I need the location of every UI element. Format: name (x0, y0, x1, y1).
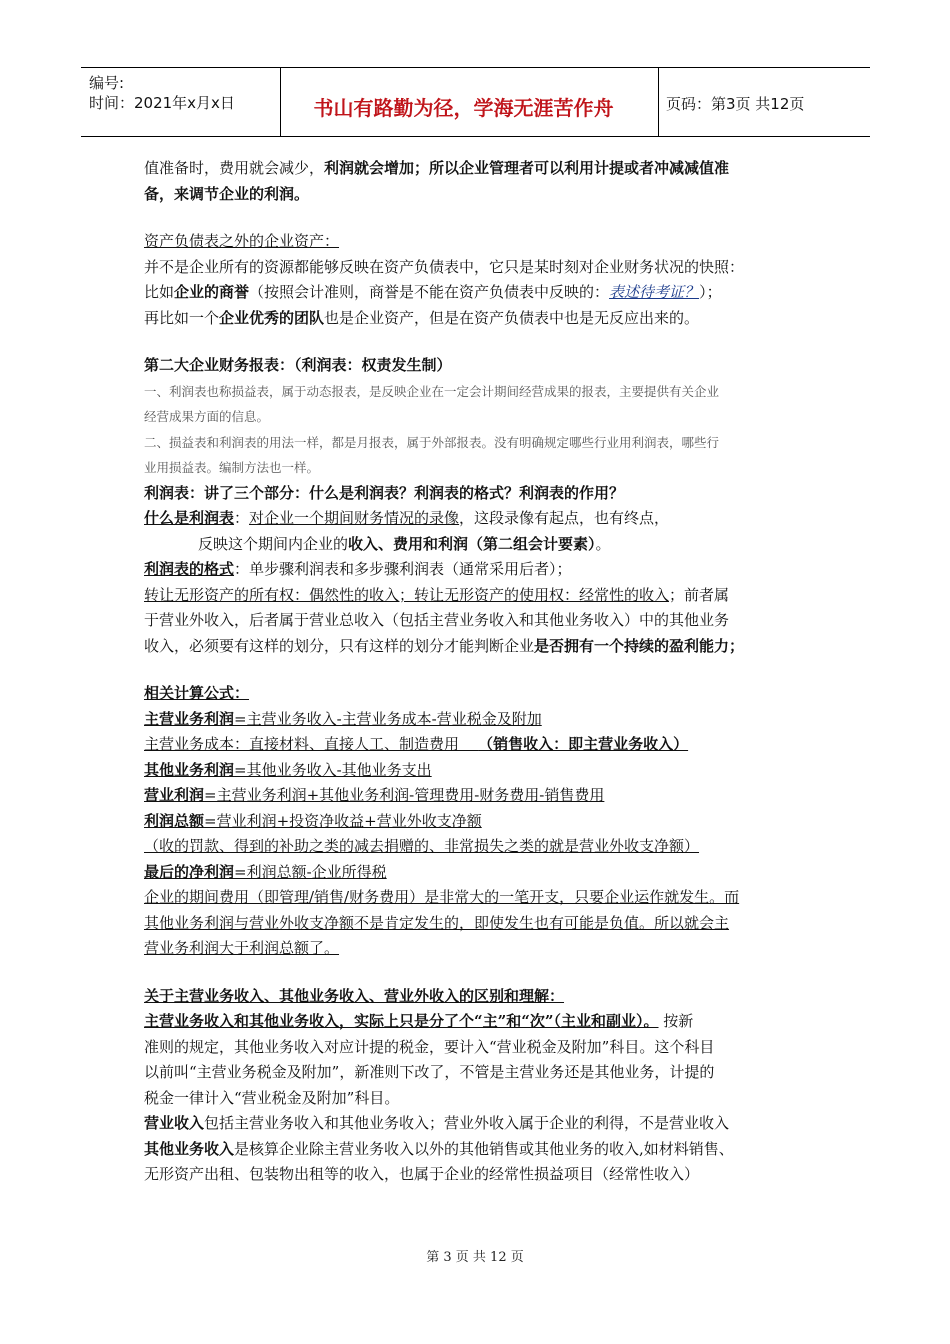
page-footer: 第 3 页 共 12 页 (426, 1250, 524, 1265)
paragraph-line: 比如企业的商誉（按照会计准则，商誉是不能在资产负债表中反映的：表述待考证？）； (144, 283, 722, 301)
paragraph-line: 其他业务收入是核算企业除主营业务收入以外的其他销售或其他业务的收入,如材料销售、 (144, 1139, 734, 1158)
section-title-assets: 资产负债表之外的企业资产： (144, 232, 340, 250)
formula-line: （收的罚款、得到的补助之类的减去捐赠的、非常损失之类的就是营业外收支净额） (144, 837, 700, 855)
paragraph-line: 于营业外收入，后者属于营业总收入（包括主营业务收入和其他业务收入）中的其他业务 (144, 611, 730, 629)
paragraph-line: 其他业务利润与营业外收支净额不是肯定发生的，即使发生也有可能是负值。所以就会主 (144, 913, 730, 932)
paragraph-line: 收入，必须要有这样的划分，只有这样的划分才能判断企业是否拥有一个持续的盈利能力； (144, 636, 745, 655)
paragraph-line: 无形资产出租、包装物出租等的收入，也属于企业的经常性损益项目（经常性收入） (144, 1165, 700, 1183)
section-title-revenue-differences: 关于主营业务收入、其他业务收入、营业外收入的区别和理解： (144, 986, 565, 1005)
paragraph-line: 并不是企业所有的资源都能够反映在资产负债表中，它只是某时刻对企业财务状况的快照： (144, 257, 745, 276)
paragraph-line: 税金一律计入“营业税金及附加”科目。 (144, 1088, 400, 1107)
paragraph-line: 值准备时，费用就会减少，利润就会增加；所以企业管理者可以利用计提或者冲减减值准 (144, 159, 730, 177)
paragraph-line: 企业的期间费用（即管理/销售/财务费用）是非常大的一笔开支，只要企业运作就发生。而 (144, 888, 740, 906)
note-line: 二、损益表和利润表的用法一样，都是月报表，属于外部报表。没有明确规定哪些行业用利润表，哪些行 (144, 434, 720, 450)
paragraph-line: 再比如一个企业优秀的团队也是企业资产，但是在资产负债表中也是无反应出来的。 (144, 308, 700, 327)
paragraph-line: 营业收入包括主营业务收入和其他业务收入；营业外收入属于企业的利得，不是营业收入 (144, 1114, 730, 1132)
section-title-income-statement: 第二大企业财务报表：（利润表：权责发生制） (144, 356, 452, 374)
paragraph-line: 以前叫“主营业务税金及附加”，新准则下改了，不管是主营业务还是其他业务，计提的 (144, 1063, 715, 1081)
income-statement-questions: 利润表：讲了三个部分：什么是利润表？利润表的格式？利润表的作用？ (144, 483, 625, 502)
note-line: 一、利润表也称损益表，属于动态报表，是反映企业在一定会计期间经营成果的报表，主要提供有关企业 (144, 383, 720, 399)
paragraph-line: 准则的规定，其他业务收入对应计提的税金，要计入“营业税金及附加”科目。这个科目 (144, 1037, 715, 1056)
formula-line: 主营业务利润=主营业务收入-主营业务成本-营业税金及附加 (144, 709, 542, 728)
paragraph-line: 备，来调节企业的利润。 (144, 184, 310, 203)
formula-line: 最后的净利润=利润总额-企业所得税 (144, 862, 387, 881)
note-line: 经营成果方面的信息。 (144, 409, 270, 424)
paragraph-line: 什么是利润表：对企业一个期间财务情况的录像，这段录像有起点，也有终点， (144, 509, 670, 527)
header-motto: 书山有路勤为径，学海无涯苦作舟 (313, 96, 614, 120)
document-time-label: 时间：2021年x月x日 (89, 94, 235, 112)
formula-line: 利润总额=营业利润+投资净收益+营业外收支净额 (144, 811, 482, 830)
paragraph-line: 主营业务收入和其他业务收入，实际上只是分了个“主”和“次”（主业和副业）。 按新 (144, 1012, 694, 1030)
paragraph-line: 反映这个期间内企业的收入、费用和利润（第二组会计要素）。 (198, 534, 611, 553)
page-header (81, 67, 870, 137)
document-body (144, 156, 809, 1188)
document-number-label: 编号: (89, 74, 125, 92)
formula-line: 其他业务利润=其他业务收入-其他业务支出 (144, 760, 432, 779)
paragraph-line: 利润表的格式：单步骤利润表和多步骤利润表（通常采用后者）； (144, 560, 572, 578)
note-line: 业用损益表。编制方法也一样。 (144, 460, 320, 475)
formula-line: 营业利润=主营业务利润+其他业务利润-管理费用-财务费用-销售费用 (144, 786, 605, 804)
header-divider-right (658, 68, 659, 136)
formula-line: 主营业务成本：直接材料、直接人工、制造费用 （销售收入：即主营业务收入） (144, 735, 689, 753)
paragraph-line: 营业务利润大于利润总额了。 (144, 939, 340, 957)
section-title-formulas: 相关计算公式： (144, 684, 250, 702)
header-page-info: 页码：第3页 共12页 (666, 95, 805, 113)
paragraph-line: 转让无形资产的所有权：偶然性的收入；转让无形资产的使用权：经常性的收入；前者属 (144, 585, 730, 604)
